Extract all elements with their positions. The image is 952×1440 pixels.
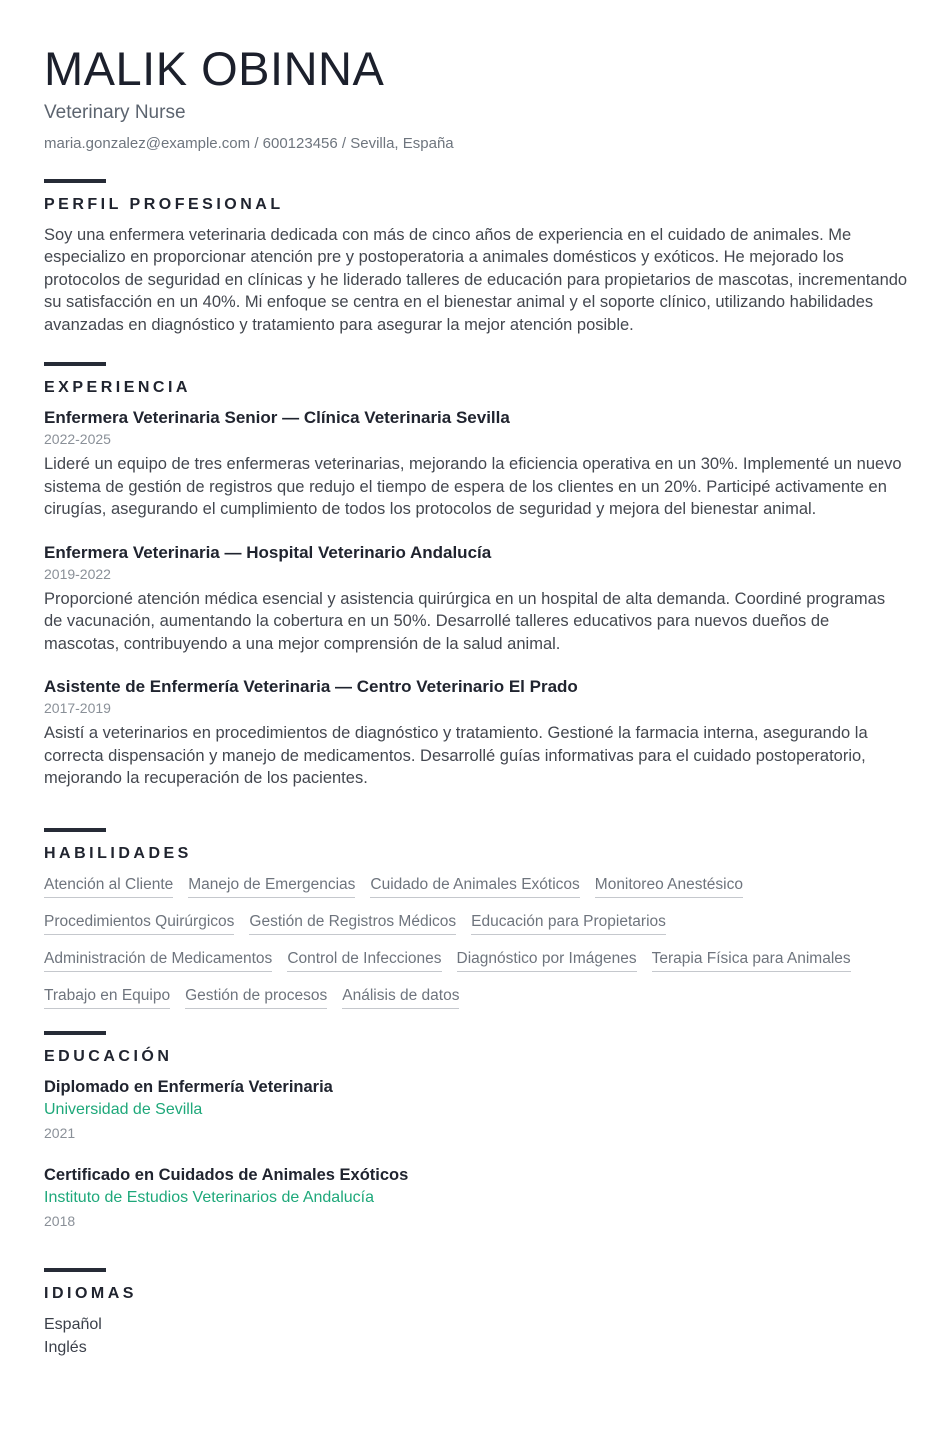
skill-item: Educación para Propietarios [471,912,666,935]
contact-line: maria.gonzalez@example.com / 600123456 / Sevilla, España [44,134,454,152]
education-institution: Universidad de Sevilla [44,1100,203,1118]
profile-text: Soy una enfermera veterinaria dedicada con más de cinco años de experiencia en el cuidado de animales. Me especializo en proporcionar atención pre y postoperatoria a animales domésticos y exóticos. He mejorado los protocolos de seguridad en clínicas y he liderado talleres de educación para propietarios de mascotas, incrementando su satisfacción en un 40%. Mi enfoque se centra en el bienestar animal y el soporte clínico, utilizando habilidades avanzadas en diagnóstico y tratamiento para asegurar la mejor atención posible. [44,225,908,334]
skill-item: Cuidado de Animales Exóticos [370,875,579,898]
job-entry-dates: 2022-2025 [44,431,111,448]
job-entry-description: Asistí a veterinarios en procedimientos de diagnóstico y tratamiento. Gestioné la farmacia interna, asegurando la correcta dispensación y manejo de medicamentos. Desarrollé guías informativas para el cuidado postoperatorio, mejorando la recuperación de los pacientes. [44,724,868,788]
skill-item: Control de Infecciones [287,949,441,972]
skill-item: Procedimientos Quirúrgicos [44,912,234,935]
job-entry-title: Enfermera Veterinaria — Hospital Veterinario Andalucía [44,542,492,562]
section-divider-bar [44,362,106,366]
skill-item: Monitoreo Anestésico [595,875,743,898]
job-entry [44,676,908,790]
job-title-subtitle: Veterinary Nurse [44,101,186,123]
candidate-name: MALIK OBINNA [44,42,385,95]
resume-header [44,42,908,153]
job-entry [44,542,908,656]
skill-item: Diagnóstico por Imágenes [457,949,637,972]
job-entry-description: Proporcioné atención médica esencial y asistencia quirúrgica en un hospital de alta demanda. Coordiné programas de vacunación, aumentando la cobertura en un 50%. Desarrollé talleres educativos para nuevos dueños de mascotas, contribuyendo a una mejor comprensión de la salud animal. [44,589,886,653]
skill-item: Gestión de procesos [185,986,327,1009]
education-entry [44,1076,908,1142]
section-education [44,1031,908,1230]
job-entry [44,407,908,521]
section-skills [44,828,908,1009]
profile-heading: PERFIL PROFESIONAL [44,195,284,213]
section-divider-bar [44,828,106,832]
job-entry-dates: 2017-2019 [44,700,111,717]
job-entry-title: Asistente de Enfermería Veterinaria — Centro Veterinario El Prado [44,677,578,697]
skill-item: Gestión de Registros Médicos [249,912,456,935]
skills-heading: HABILIDADES [44,844,192,862]
language-item: Español [44,1315,102,1333]
section-experience [44,362,908,790]
section-profile [44,179,908,337]
education-entry [44,1164,908,1230]
section-divider-bar [44,1268,106,1272]
skill-item: Atención al Cliente [44,875,173,898]
job-entry-dates: 2019-2022 [44,565,111,582]
education-degree: Certificado en Cuidados de Animales Exóticos [44,1165,409,1184]
skill-item: Análisis de datos [342,986,459,1009]
language-item: Inglés [44,1339,87,1357]
education-year: 2021 [44,1124,76,1141]
section-divider-bar [44,1031,106,1035]
education-degree: Diplomado en Enfermería Veterinaria [44,1077,333,1096]
section-divider-bar [44,179,106,183]
skill-item: Terapia Física para Animales [652,949,851,972]
job-entry-title: Enfermera Veterinaria Senior — Clínica Veterinaria Sevilla [44,408,510,428]
education-list [44,1076,908,1230]
section-languages [44,1268,908,1360]
education-institution: Instituto de Estudios Veterinarios de Andalucía [44,1188,374,1206]
education-year: 2018 [44,1212,76,1229]
skill-item: Administración de Medicamentos [44,949,272,972]
experience-heading: EXPERIENCIA [44,379,191,397]
job-list [44,407,908,790]
skills-list [44,875,908,1009]
languages-heading: IDIOMAS [44,1284,137,1302]
skill-item: Trabajo en Equipo [44,986,170,1009]
skill-item: Manejo de Emergencias [188,875,355,898]
education-heading: EDUCACIÓN [44,1047,173,1065]
language-list [44,1313,908,1360]
job-entry-description: Lideré un equipo de tres enfermeras veterinarias, mejorando la eficiencia operativa en un 30%. Implementé un nuevo sistema de gestión de registros que redujo el tiempo de espera de los clientes en un 20%. Participé activamente en cirugías, asegurando el cumplimiento de todos los protocolos de seguridad y mejora del bienestar animal. [44,455,902,519]
